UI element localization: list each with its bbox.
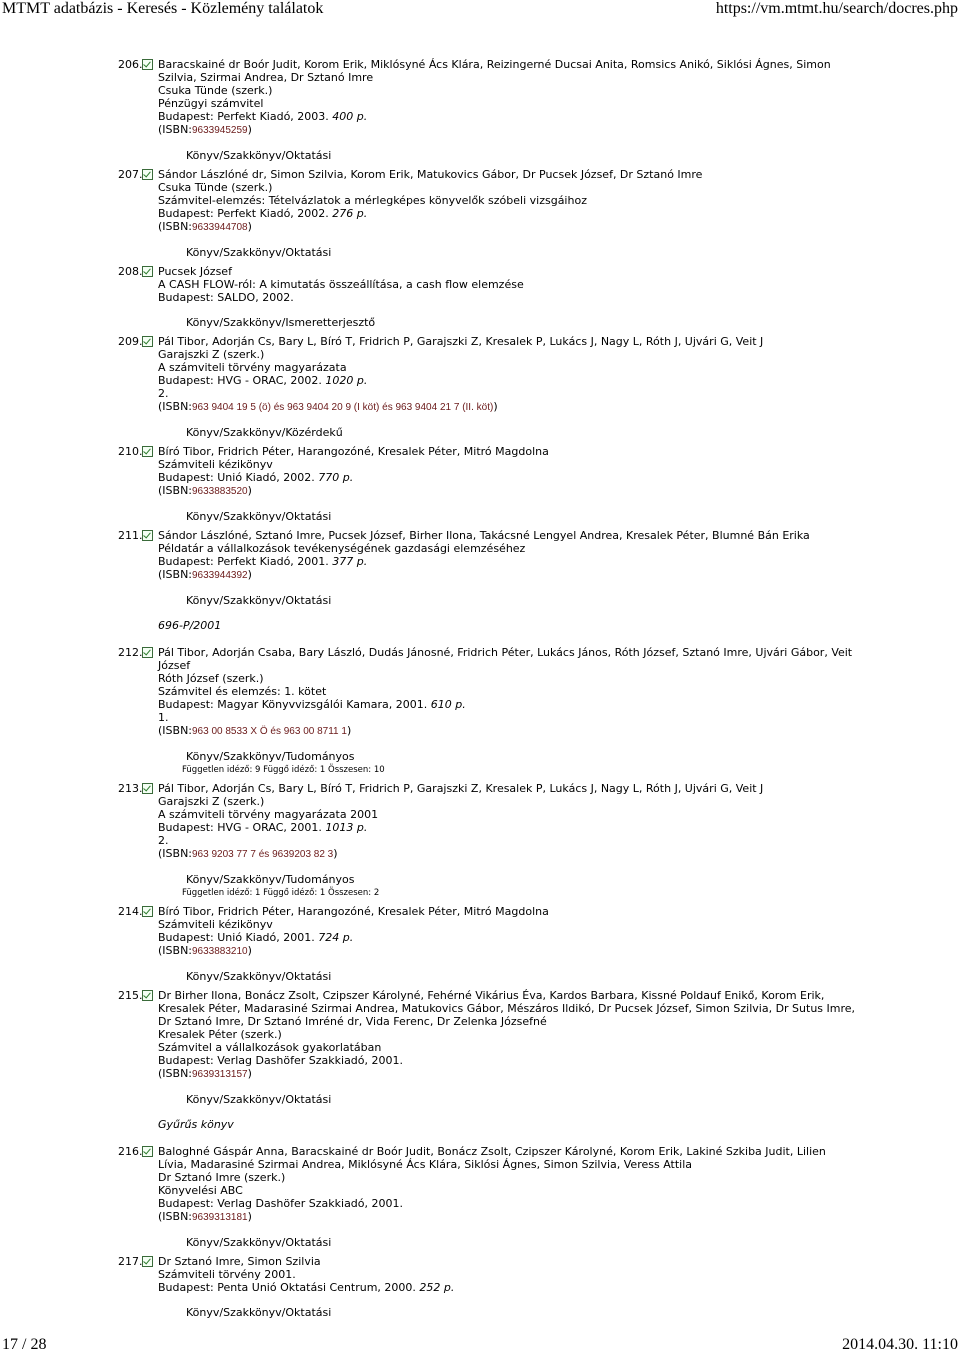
record-publisher-line xyxy=(158,555,858,568)
isbn-value[interactable]: 9639313157 xyxy=(192,1069,248,1080)
select-checkbox[interactable] xyxy=(142,59,153,70)
record-body xyxy=(158,265,858,329)
list-item xyxy=(0,445,960,523)
page-footer xyxy=(0,1336,960,1356)
record-category: Könyv/Szakkönyv/Közérdekű xyxy=(186,426,343,439)
record-number: 217. xyxy=(118,1255,143,1268)
record-category: Könyv/Szakkönyv/Oktatási xyxy=(186,1236,332,1249)
record-line: Dr Sztanó Imre, Simon Szilvia xyxy=(158,1255,321,1268)
record-category: Könyv/Szakkönyv/Oktatási xyxy=(186,594,332,607)
record-line: A számviteli törvény magyarázata xyxy=(158,361,347,374)
isbn-value[interactable]: 963 9404 19 5 (ö) és 963 9404 20 9 (I köt) és 963 9404 21 7 (II. köt) xyxy=(192,402,494,413)
list-item xyxy=(0,905,960,983)
record-isbn: (ISBN:9633883520) xyxy=(158,484,252,497)
record-line: Bíró Tibor, Fridrich Péter, Harangozóné, Kresalek Péter, Mitró Magdolna xyxy=(158,905,549,918)
record-isbn: (ISBN:963 9404 19 5 (ö) és 963 9404 20 9 (I köt) és 963 9404 21 7 (II. köt)) xyxy=(158,400,498,413)
record-category: Könyv/Szakkönyv/Ismeretterjesztő xyxy=(186,316,376,329)
isbn-value[interactable]: 963 00 8533 X Ö és 963 00 8711 1 xyxy=(192,726,347,737)
record-line: Számvitel a vállalkozások gyakorlatában xyxy=(158,1041,382,1054)
select-checkbox[interactable] xyxy=(142,266,153,277)
record-publisher: Budapest: Unió Kiadó, 2001. xyxy=(158,931,315,944)
record-publisher: Budapest: Verlag Dashöfer Szakkiadó, 2001. xyxy=(158,1054,404,1067)
list-item xyxy=(0,646,960,776)
record-pages: 610 p. xyxy=(430,698,466,711)
record-body xyxy=(158,445,858,523)
record-line: Könyvelési ABC xyxy=(158,1184,243,1197)
record-publisher: Budapest: Penta Unió Oktatási Centrum, 2000. xyxy=(158,1281,416,1294)
isbn-value[interactable]: 9633944392 xyxy=(192,570,248,581)
record-category: Könyv/Szakkönyv/Oktatási xyxy=(186,510,332,523)
record-body xyxy=(158,989,858,1106)
record-line: Garajszki Z (szerk.) xyxy=(158,348,265,361)
record-edition: 2. xyxy=(158,834,169,847)
list-item xyxy=(0,1255,960,1319)
record-isbn: (ISBN:963 00 8533 X Ö és 963 00 8711 1) xyxy=(158,724,352,737)
page-title: MTMT adatbázis - Keresés - Közlemény találatok xyxy=(2,0,324,17)
record-publisher-line xyxy=(158,291,858,304)
page-url[interactable]: https://vm.mtmt.hu/search/docres.php xyxy=(715,0,958,17)
record-category: Könyv/Szakkönyv/Oktatási xyxy=(186,246,332,259)
record-category: Könyv/Szakkönyv/Tudományos xyxy=(186,873,355,886)
record-body xyxy=(158,168,858,259)
record-publisher: Budapest: HVG - ORAC, 2002. xyxy=(158,374,322,387)
record-pages: 377 p. xyxy=(332,555,368,568)
record-line: Róth József (szerk.) xyxy=(158,672,264,685)
page-header xyxy=(0,0,960,24)
select-checkbox[interactable] xyxy=(142,169,153,180)
record-number: 213. xyxy=(118,782,143,795)
record-line: Számviteli kézikönyv xyxy=(158,918,273,931)
list-item xyxy=(0,58,960,162)
record-number: 209. xyxy=(118,335,143,348)
record-publisher: Budapest: Perfekt Kiadó, 2002. xyxy=(158,207,329,220)
record-line: Számvitel és elemzés: 1. kötet xyxy=(158,685,327,698)
record-line: Pál Tibor, Adorján Csaba, Bary László, Dudás Jánosné, Fridrich Péter, Lukács János, Róth József, Sztanó Imre, Ujvári Gábor, Veit József xyxy=(158,646,853,672)
record-number: 212. xyxy=(118,646,143,659)
record-publisher-line xyxy=(158,110,858,123)
record-edition: 2. xyxy=(158,387,169,400)
record-note: 696-P/2001 xyxy=(158,619,222,632)
record-line: Pál Tibor, Adorján Cs, Bary L, Bíró T, Fridrich P, Garajszki Z, Kresalek P, Lukács J, Nagy L, Róth J, Ujvári G, Veit J xyxy=(158,782,764,795)
record-body xyxy=(158,335,858,439)
record-category: Könyv/Szakkönyv/Tudományos xyxy=(186,750,355,763)
record-line: Pál Tibor, Adorján Cs, Bary L, Bíró T, Fridrich P, Garajszki Z, Kresalek P, Lukács J, Nagy L, Róth J, Ujvári G, Veit J xyxy=(158,335,764,348)
record-isbn: (ISBN:9633944392) xyxy=(158,568,252,581)
record-pages: 1013 p. xyxy=(325,821,368,834)
record-pages: 252 p. xyxy=(419,1281,455,1294)
record-number: 210. xyxy=(118,445,143,458)
record-pages: 724 p. xyxy=(318,931,354,944)
isbn-value[interactable]: 9639313181 xyxy=(192,1212,248,1223)
record-line: Példatár a vállalkozások tevékenységének gazdasági elemzéséhez xyxy=(158,542,526,555)
result-list xyxy=(0,58,960,1325)
record-isbn: (ISBN:9639313181) xyxy=(158,1210,252,1223)
select-checkbox[interactable] xyxy=(142,1146,153,1157)
record-isbn: (ISBN:9639313157) xyxy=(158,1067,252,1080)
list-item xyxy=(0,265,960,329)
record-publisher-line xyxy=(158,698,858,711)
record-line: Garajszki Z (szerk.) xyxy=(158,795,265,808)
record-pages: 770 p. xyxy=(318,471,354,484)
record-publisher: Budapest: Perfekt Kiadó, 2003. xyxy=(158,110,329,123)
record-line: Dr Sztanó Imre (szerk.) xyxy=(158,1171,286,1184)
record-body xyxy=(158,782,858,899)
record-publisher: Budapest: Magyar Könyvvizsgálói Kamara, 2001. xyxy=(158,698,428,711)
record-line: Sándor Lászlóné, Sztanó Imre, Pucsek József, Birher Ilona, Takácsné Lengyel Andrea, Kresalek Péter, Blumné Bán Erika xyxy=(158,529,810,542)
record-isbn: (ISBN:9633944708) xyxy=(158,220,252,233)
record-number: 215. xyxy=(118,989,143,1002)
record-line: Csuka Tünde (szerk.) xyxy=(158,84,273,97)
record-number: 216. xyxy=(118,1145,143,1158)
record-line: Csuka Tünde (szerk.) xyxy=(158,181,273,194)
record-publisher: Budapest: Verlag Dashöfer Szakkiadó, 2001. xyxy=(158,1197,404,1210)
record-isbn: (ISBN:9633945259) xyxy=(158,123,252,136)
select-checkbox[interactable] xyxy=(142,783,153,794)
record-line: A számviteli törvény magyarázata 2001 xyxy=(158,808,379,821)
isbn-value[interactable]: 9633883210 xyxy=(192,946,248,957)
record-body xyxy=(158,529,858,607)
record-publisher: Budapest: HVG - ORAC, 2001. xyxy=(158,821,322,834)
record-body xyxy=(158,1255,858,1319)
record-category: Könyv/Szakkönyv/Oktatási xyxy=(186,1093,332,1106)
record-body xyxy=(158,646,858,776)
record-publisher: Budapest: SALDO, 2002. xyxy=(158,291,294,304)
record-line: Pucsek József xyxy=(158,265,232,278)
record-citations: Független idéző: 1 Függő idéző: 1 Összesen: 2 xyxy=(182,888,380,898)
record-publisher-line xyxy=(158,471,858,484)
record-publisher-line xyxy=(158,1054,858,1067)
list-item xyxy=(0,989,960,1106)
record-publisher-line xyxy=(158,1197,858,1210)
record-line: Számviteli törvény 2001. xyxy=(158,1268,296,1281)
record-pages: 1020 p. xyxy=(325,374,368,387)
record-number: 208. xyxy=(118,265,143,278)
record-citations: Független idéző: 9 Függő idéző: 1 Összesen: 10 xyxy=(182,765,385,775)
select-checkbox[interactable] xyxy=(142,446,153,457)
select-checkbox[interactable] xyxy=(142,530,153,541)
record-publisher-line xyxy=(158,931,858,944)
isbn-value[interactable]: 9633944708 xyxy=(192,222,248,233)
record-line: Baloghné Gáspár Anna, Baracskainé dr Boór Judit, Bonácz Zsolt, Czipszer Károlyné, Korom Erik, Lakiné Szkiba Judit, Lilien Lívia, Madarasiné Szirmai Andrea, Miklósyné Ács Klára, Siklósi Ágnes, Simon Szilvia, Veress Attila xyxy=(158,1145,826,1171)
record-publisher-line xyxy=(158,374,858,387)
record-line: Számviteli kézikönyv xyxy=(158,458,273,471)
record-pages: 276 p. xyxy=(332,207,368,220)
list-item xyxy=(0,1145,960,1249)
select-checkbox[interactable] xyxy=(142,336,153,347)
record-line: Baracskainé dr Boór Judit, Korom Erik, Miklósyné Ács Klára, Reizingerné Ducsai Anita, Romsics Anikó, Siklósi Ágnes, Simon Szilvia, Szirmai Andrea, Dr Sztanó Imre xyxy=(158,58,831,84)
record-line: Kresalek Péter (szerk.) xyxy=(158,1028,282,1041)
record-edition: 1. xyxy=(158,711,169,724)
select-checkbox[interactable] xyxy=(142,1256,153,1267)
record-publisher-line xyxy=(158,1281,858,1294)
select-checkbox[interactable] xyxy=(142,990,153,1001)
list-item xyxy=(0,335,960,439)
record-note: Gyűrűs könyv xyxy=(158,1118,234,1131)
record-pages: 400 p. xyxy=(332,110,368,123)
record-publisher: Budapest: Perfekt Kiadó, 2001. xyxy=(158,555,329,568)
record-number: 206. xyxy=(118,58,143,71)
record-publisher: Budapest: Unió Kiadó, 2002. xyxy=(158,471,315,484)
record-line: Számvitel-elemzés: Tételvázlatok a mérlegképes könyvelők szóbeli vizsgáihoz xyxy=(158,194,587,207)
record-body xyxy=(158,58,858,162)
record-isbn: (ISBN:963 9203 77 7 és 9639203 82 3) xyxy=(158,847,338,860)
record-body xyxy=(158,905,858,983)
select-checkbox[interactable] xyxy=(142,906,153,917)
record-publisher-line xyxy=(158,207,858,220)
list-item xyxy=(0,168,960,259)
page-counter: 17 / 28 xyxy=(2,1336,47,1353)
record-line: Bíró Tibor, Fridrich Péter, Harangozóné, Kresalek Péter, Mitró Magdolna xyxy=(158,445,549,458)
record-number: 207. xyxy=(118,168,143,181)
record-line: A CASH FLOW-ról: A kimutatás összeállítása, a cash flow elemzése xyxy=(158,278,524,291)
record-isbn: (ISBN:9633883210) xyxy=(158,944,252,957)
record-number: 211. xyxy=(118,529,143,542)
record-number: 214. xyxy=(118,905,143,918)
isbn-value[interactable]: 9633945259 xyxy=(192,125,248,136)
isbn-value[interactable]: 9633883520 xyxy=(192,486,248,497)
record-publisher-line xyxy=(158,821,858,834)
print-datetime: 2014.04.30. 11:10 xyxy=(842,1336,958,1353)
list-item xyxy=(0,529,960,607)
record-line: Dr Birher Ilona, Bonácz Zsolt, Czipszer Károlyné, Fehérné Vikárius Éva, Kardos Barbara, Kissné Poldauf Enikő, Korom Erik, Kresalek Péter, Madarasiné Szirmai Andrea, Matukovics Gábor, Mészáros Ildikó, Dr Pucsek József, Simon Szilvia, Dr Sutus Imre, Dr Sztanó Imre, Dr Sztanó Imréné dr, Vida Ferenc, Dr Zelenka Józsefné xyxy=(158,989,856,1028)
select-checkbox[interactable] xyxy=(142,647,153,658)
list-item xyxy=(0,782,960,899)
isbn-value[interactable]: 963 9203 77 7 és 9639203 82 3 xyxy=(192,849,334,860)
record-body xyxy=(158,1145,858,1249)
record-line: Pénzügyi számvitel xyxy=(158,97,264,110)
record-line: Sándor Lászlóné dr, Simon Szilvia, Korom Erik, Matukovics Gábor, Dr Pucsek József, Dr Sztanó Imre xyxy=(158,168,703,181)
record-category: Könyv/Szakkönyv/Oktatási xyxy=(186,970,332,983)
record-category: Könyv/Szakkönyv/Oktatási xyxy=(186,1306,332,1319)
record-category: Könyv/Szakkönyv/Oktatási xyxy=(186,149,332,162)
